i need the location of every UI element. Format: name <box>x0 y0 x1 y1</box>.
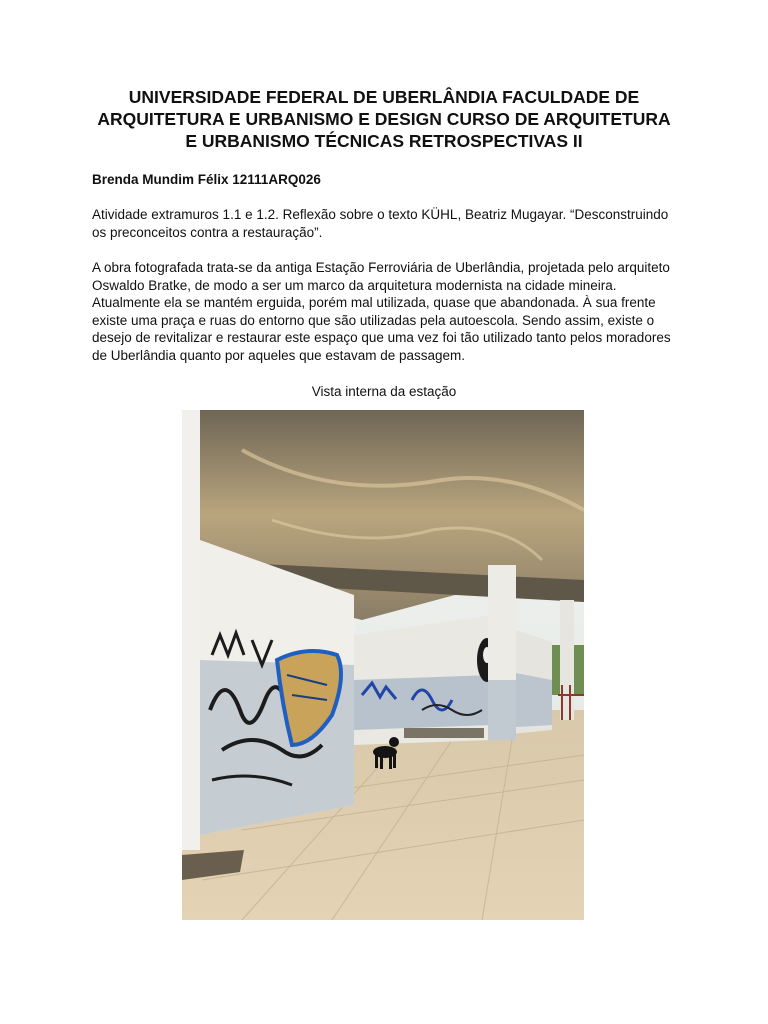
description-paragraph: A obra fotografada trata-se da antiga Estação Ferroviária de Uberlândia, projetada pelo arquiteto Oswaldo Bratke, de modo a ser um marco da arquitetura modernista na cidade mineira. Atualmente ela se mantém erguida, porém mal utilizada, quase que abandonada. À sua frente existe uma praça e ruas do entorno que são utilizadas pela autoescola. Sendo assim, existe o desejo de revitalizar e restaurar este espaço que uma vez foi tão utilizado tanto pelos moradores de Uberlândia quanto por aqueles que estavam de passagem. <box>92 260 671 363</box>
activity-paragraph: Atividade extramuros 1.1 e 1.2. Reflexão sobre o texto KÜHL, Beatriz Mugayar. “Desconstruindo os preconceitos contra a restauração”. <box>92 207 669 240</box>
document-title: UNIVERSIDADE FEDERAL DE UBERLÂNDIA FACULDADE DE ARQUITETURA E URBANISMO E DESIGN CURSO DE ARQUITETURA E URBANISMO TÉCNICAS RETROSPECTIVAS II <box>97 87 671 151</box>
author-line: Brenda Mundim Félix 12111ARQ026 <box>92 172 321 187</box>
photo-caption: Vista interna da estação <box>311 384 457 399</box>
station-interior-photo <box>182 410 584 920</box>
